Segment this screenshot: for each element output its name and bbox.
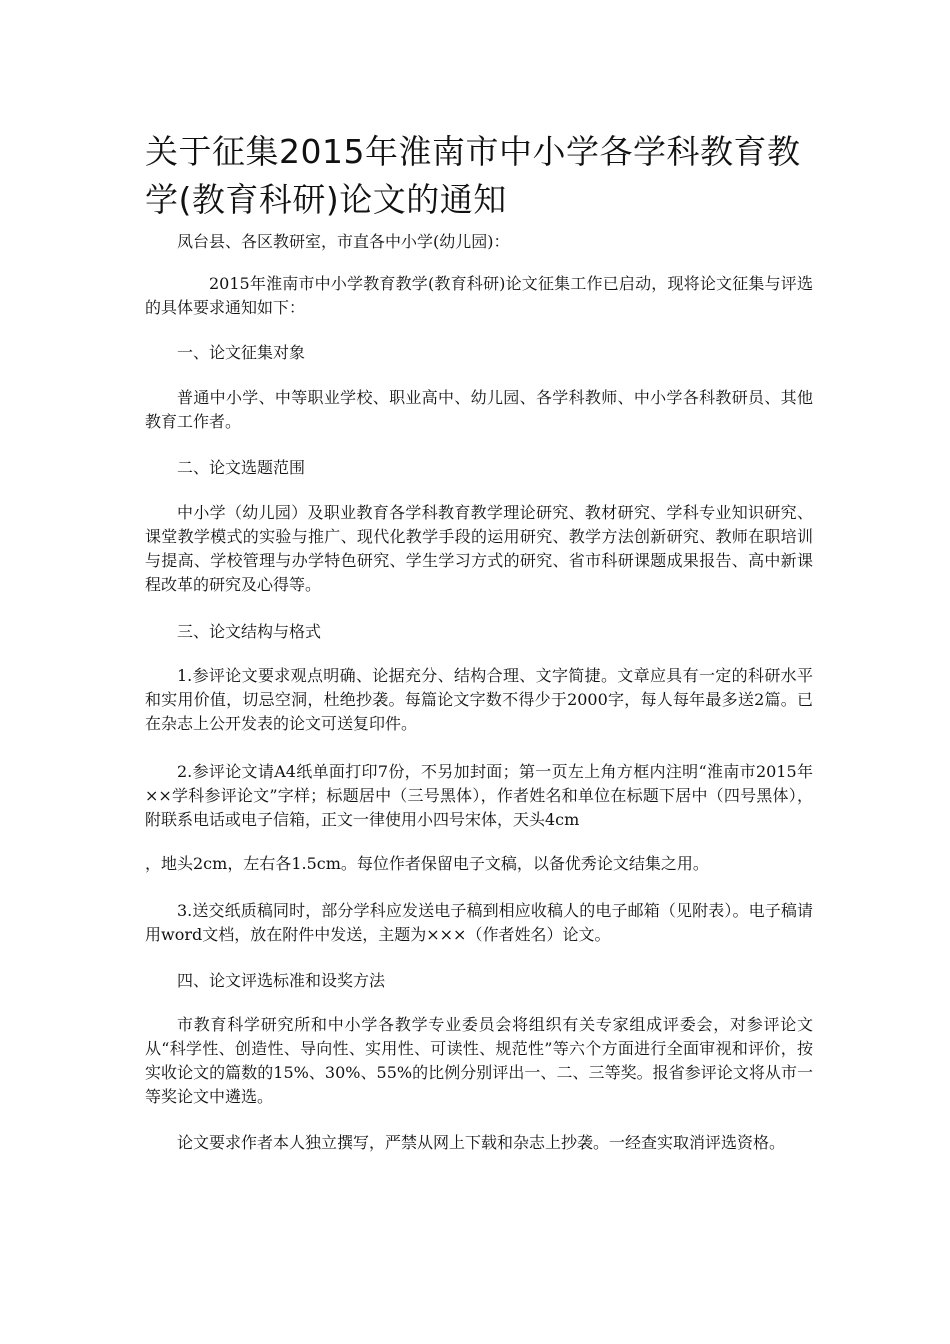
document-title: 关于征集2015年淮南市中小学各学科教育教学(教育科研)论文的通知: [145, 132, 801, 219]
paragraph-requirement-2-continued: ，地头2cm，左右各1.5cm。每位作者保留电子文稿，以备优秀论文结集之用。: [145, 854, 709, 873]
section-heading-2: 二、论文选题范围: [177, 458, 306, 477]
intro-paragraph: 2015年淮南市中小学教育教学(教育科研)论文征集工作已启动，现将论文征集与评选的具体要求通知如下：: [145, 274, 813, 317]
paragraph-evaluation: 市教育科学研究所和中小学各教学专业委员会将组织有关专家组成评委会，对参评论文从“科学性、创造性、导向性、实用性、可读性、规范性”等六个方面进行全面审视和评价，按实收论文的篇数的15%、30%、55%的比例分别评出一、二、三等奖。报省参评论文将从市一等奖论文中遴选。: [145, 1015, 813, 1106]
paragraph-scope: 中小学（幼儿园）及职业教育各学科教育教学理论研究、教材研究、学科专业知识研究、课堂教学模式的实验与推广、现代化教学手段的运用研究、教学方法创新研究、教师在职培训与提高、学校管理与办学特色研究、学生学习方式的研究、省市科研课题成果报告、高中新课程改革的研究及心得等。: [145, 503, 813, 594]
section-heading-3: 三、论文结构与格式: [177, 622, 322, 641]
section-heading-1: 一、论文征集对象: [177, 343, 306, 362]
paragraph-requirement-3: 3.送交纸质稿同时，部分学科应发送电子稿到相应收稿人的电子邮箱（见附表）。电子稿请用word文档，放在附件中发送，主题为×××（作者姓名）论文。: [145, 901, 813, 944]
paragraph-targets: 普通中小学、中等职业学校、职业高中、幼儿园、各学科教师、中小学各科教研员、其他教育工作者。: [145, 388, 813, 431]
paragraph-requirement-2: 2.参评论文请A4纸单面打印7份，不另加封面；第一页左上角方框内注明“淮南市2015年××学科参评论文”字样；标题居中（三号黑体），作者姓名和单位在标题下居中（四号黑体），附联系电话或电子信箱，正文一律使用小四号宋体，天头4cm: [145, 762, 813, 829]
section-heading-4: 四、论文评选标准和设奖方法: [177, 971, 386, 990]
paragraph-requirement-1: 1.参评论文要求观点明确、论据充分、结构合理、文字简捷。文章应具有一定的科研水平和实用价值，切忌空洞，杜绝抄袭。每篇论文字数不得少于2000字，每人每年最多送2篇。已在杂志上公开发表的论文可送复印件。: [145, 666, 813, 733]
paragraph-originality: 论文要求作者本人独立撰写，严禁从网上下载和杂志上抄袭。一经查实取消评选资格。: [177, 1133, 786, 1152]
salutation: 凤台县、各区教研室，市直各中小学(幼儿园)：: [177, 232, 510, 251]
